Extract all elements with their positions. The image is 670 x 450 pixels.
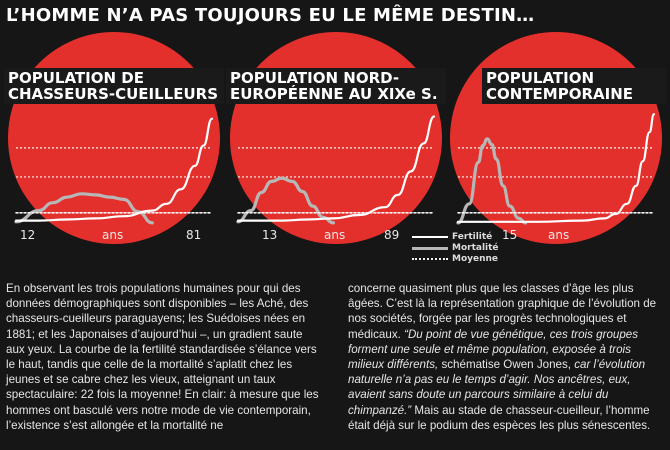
paragraph-left: En observant les trois populations humaines pour qui des données démographiques sont disponibles – les Aché, des chasseurs-cueilleurs paraguayens; les Suédoises nées en 1881; et les Japonaises d’aujourd’hui –, un gradient saute aux yeux. La courbe de la fertilité standardisée s’élance vers le haut, tandis que celle de la mortalité s’aplatit chez les jeunes et se cabre chez les vieux, atteignant un taux spectaculaire: 22 fois la moyenne! En clair: à mesure que les hommes ont basculé vers notre mode de vie contemporain, l’existence s’est allongée et la mortalité ne (6, 282, 319, 432)
x-tick-label-min: 15 (502, 228, 518, 242)
x-tick-label-max: 81 (186, 228, 202, 242)
legend-item-average (412, 254, 512, 264)
x-axis (4, 228, 224, 246)
quote-part-1: “Du point de vue génétique, ces trois groupes forment une seule et même population, exposée à trois milieux différents, (348, 327, 639, 372)
x-tick-label-min: 13 (262, 228, 278, 242)
x-axis-label: ans (102, 228, 124, 242)
chart-title: POPULATION DE CHASSEURS-CUEILLEURS (4, 68, 224, 104)
chart-panel-hunter-gatherers (4, 28, 224, 254)
paragraph-right-part-c: Mais au stade de chasseur-cueilleur, l’homme était déjà sur le podium des espèces les plus sénescentes. (348, 403, 651, 432)
chart-title: POPULATION NORD-EUROPÉENNE AU XIXe S. (226, 68, 446, 104)
legend-swatch-mortality (412, 247, 448, 250)
x-tick-label-min: 12 (20, 228, 36, 242)
paragraph-right (348, 281, 666, 433)
legend-item-fertility (412, 232, 512, 242)
legend-label-fertility: Fertilité (452, 232, 493, 242)
paragraph-right-part-a: concerne quasiment plus que les classes d’âge les plus âgées. C’est là la représentation graphique de l’évolution de nos sociétés, forgée par les progrès technologiques et médicaux. (348, 282, 657, 341)
chart-legend (412, 232, 512, 266)
legend-swatch-fertility (412, 236, 448, 238)
chart-svg-hunter-gatherers (4, 28, 224, 254)
chart-panel-contemporary (446, 28, 666, 254)
body-text-left (6, 281, 324, 433)
chart-title: POPULATION CONTEMPORAINE (482, 68, 666, 104)
quote-part-2: car l’évolution naturelle n’a pas eu le temps d’agir. Nos ancêtres, eux, avaient sans doute un parcours similaire à celui du chimpanzé.” (348, 358, 646, 417)
chart-svg-contemporary (446, 28, 666, 254)
legend-item-mortality (412, 243, 512, 253)
legend-label-mortality: Mortalité (452, 243, 499, 253)
page-title: L’HOMME N’A PAS TOUJOURS EU LE MÊME DESTIN… (6, 5, 535, 26)
body-text-right (348, 281, 666, 433)
chart-panel-north-european (226, 28, 446, 254)
chart-svg-north-european (226, 28, 446, 254)
x-axis-label: ans (548, 228, 570, 242)
legend-swatch-average (412, 258, 448, 260)
x-tick-label-max: 89 (384, 228, 400, 242)
legend-label-average: Moyenne (452, 254, 499, 264)
x-axis-label: ans (324, 228, 346, 242)
quote-attribution: schématise Owen Jones, (441, 358, 571, 372)
